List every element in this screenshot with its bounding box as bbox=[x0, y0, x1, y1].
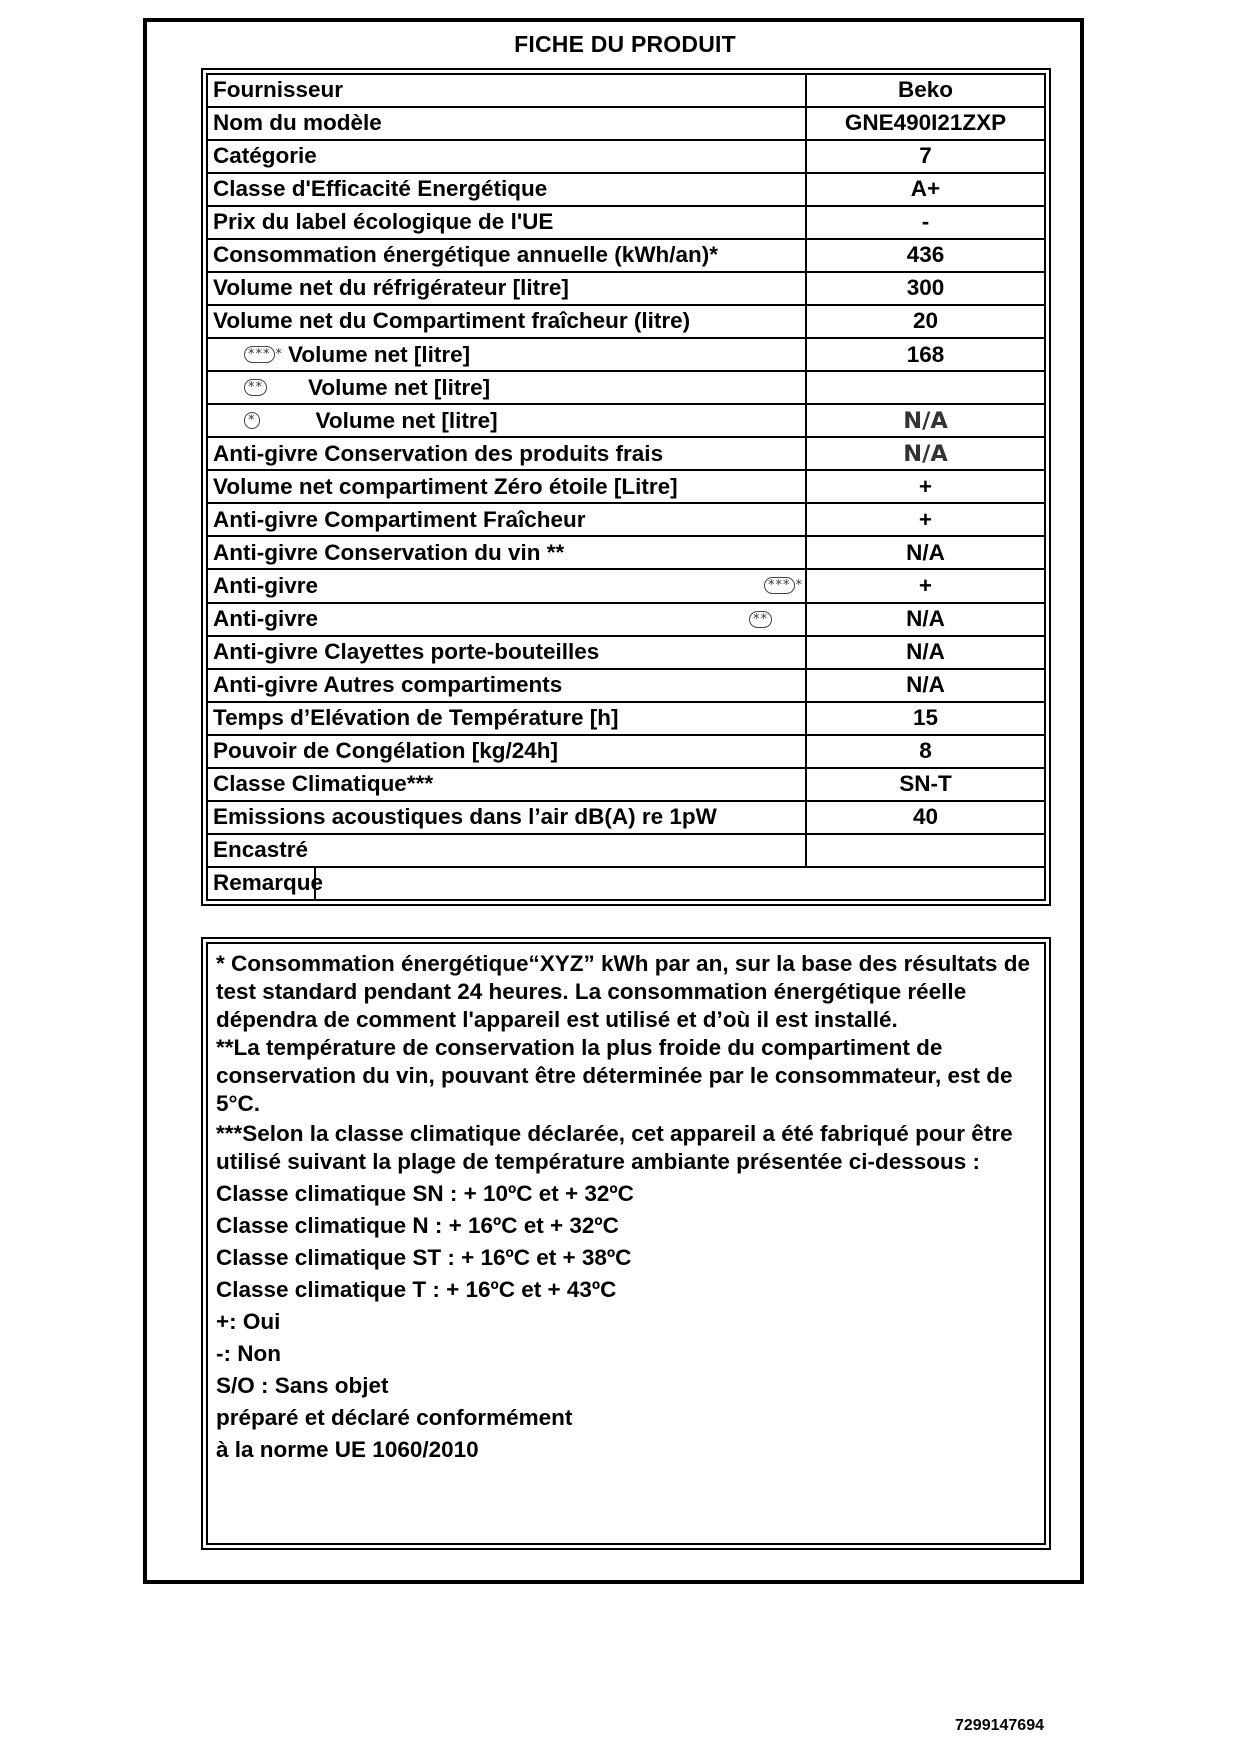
row-value: - bbox=[806, 206, 1045, 239]
climate-class-line: Classe climatique ST : + 16ºC et + 38ºC bbox=[216, 1245, 632, 1270]
climate-class-line: Classe climatique SN : + 10ºC et + 32ºC bbox=[216, 1181, 634, 1206]
remarks-cell bbox=[207, 867, 1045, 900]
row-value: A+ bbox=[806, 173, 1045, 206]
legend-line: à la norme UE 1060/2010 bbox=[216, 1437, 479, 1462]
row-value: 40 bbox=[806, 801, 1045, 834]
row-label: Anti-givre bbox=[213, 605, 319, 631]
row-label: Volume net du réfrigérateur [litre] bbox=[207, 272, 806, 305]
footnote-wine: **La température de conservation la plus froide du compartiment de conservation du vin, pouvant être déterminée par le consommateur, est de 5°C. bbox=[216, 1035, 1013, 1116]
row-label: Volume net [litre] bbox=[288, 341, 471, 367]
spec-table bbox=[206, 73, 1046, 901]
table-row bbox=[207, 702, 1045, 735]
row-label: Emissions acoustiques dans l’air dB(A) re 1pW bbox=[207, 801, 806, 834]
row-label: Catégorie bbox=[207, 140, 806, 173]
table-row bbox=[207, 834, 1045, 867]
row-value: + bbox=[806, 470, 1045, 503]
table-row bbox=[207, 735, 1045, 768]
row-label: Pouvoir de Congélation [kg/24h] bbox=[207, 735, 806, 768]
row-value bbox=[806, 834, 1045, 867]
notes-content bbox=[206, 942, 1046, 1545]
row-value: + bbox=[806, 503, 1045, 536]
table-row bbox=[207, 669, 1045, 702]
row-label: Volume net [litre] bbox=[315, 407, 498, 433]
row-label: Anti-givre bbox=[213, 572, 319, 598]
table-row bbox=[207, 140, 1045, 173]
row-label: Temps d’Elévation de Température [h] bbox=[207, 702, 806, 735]
legend-line: +: Oui bbox=[216, 1309, 281, 1334]
spec-table-box bbox=[201, 68, 1051, 906]
row-label: Volume net [litre] bbox=[308, 374, 491, 400]
row-label-cell bbox=[207, 404, 806, 437]
notes-box bbox=[201, 937, 1051, 1550]
row-value: N/A bbox=[806, 437, 1045, 470]
row-label: Remarque bbox=[213, 870, 324, 896]
table-row bbox=[207, 503, 1045, 536]
row-label: Anti-givre Conservation des produits frais bbox=[207, 437, 806, 470]
table-row bbox=[207, 768, 1045, 801]
two-star-freezer-icon: ** bbox=[244, 379, 267, 396]
row-value: 436 bbox=[806, 239, 1045, 272]
table-row bbox=[207, 371, 1045, 404]
document-code: 7299147694 bbox=[955, 1717, 1044, 1734]
table-row bbox=[207, 239, 1045, 272]
row-label-cell bbox=[207, 371, 806, 404]
table-row bbox=[207, 74, 1045, 107]
legend-line: préparé et déclaré conformément bbox=[216, 1405, 573, 1430]
table-row bbox=[207, 636, 1045, 669]
row-label: Anti-givre Clayettes porte-bouteilles bbox=[207, 636, 806, 669]
table-row bbox=[207, 437, 1045, 470]
row-label: Nom du modèle bbox=[207, 107, 806, 140]
row-value: SN-T bbox=[806, 768, 1045, 801]
row-value: N/A bbox=[806, 636, 1045, 669]
row-value: Beko bbox=[806, 74, 1045, 107]
table-row bbox=[207, 206, 1045, 239]
table-row bbox=[207, 404, 1045, 437]
row-label: Consommation énergétique annuelle (kWh/an)* bbox=[207, 239, 806, 272]
climate-class-line: Classe climatique N : + 16ºC et + 32ºC bbox=[216, 1213, 619, 1238]
four-star-freezer-icon: *** * bbox=[764, 577, 802, 594]
table-row bbox=[207, 603, 1045, 636]
row-label: Classe Climatique*** bbox=[207, 768, 806, 801]
footnote-climate: ***Selon la classe climatique déclarée, cet appareil a été fabriqué pour être utilisé suivant la plage de température ambiante présentée ci-dessous : bbox=[216, 1121, 1013, 1174]
row-value: N/A bbox=[806, 603, 1045, 636]
footnote-energy: * Consommation énergétique“XYZ” kWh par an, sur la base des résultats de test standard pendant 24 heures. La consommation énergétique réelle dépendra de comment l'appareil est utilisé et d’où il est installé. bbox=[216, 951, 1030, 1032]
row-label-cell bbox=[207, 603, 806, 636]
row-value: 20 bbox=[806, 305, 1045, 338]
row-value: + bbox=[806, 569, 1045, 602]
row-label: Volume net du Compartiment fraîcheur (litre) bbox=[207, 305, 806, 338]
row-label: Anti-givre Compartiment Fraîcheur bbox=[207, 503, 806, 536]
row-value: 7 bbox=[806, 140, 1045, 173]
one-star-freezer-icon: * bbox=[244, 412, 260, 429]
row-label: Prix du label écologique de l'UE bbox=[207, 206, 806, 239]
table-row bbox=[207, 338, 1045, 371]
table-row bbox=[207, 801, 1045, 834]
table-row bbox=[207, 569, 1045, 602]
two-star-freezer-icon: ** bbox=[749, 611, 772, 628]
row-value: GNE490I21ZXP bbox=[806, 107, 1045, 140]
row-value: 8 bbox=[806, 735, 1045, 768]
row-value: 300 bbox=[806, 272, 1045, 305]
table-row bbox=[207, 470, 1045, 503]
table-row bbox=[207, 305, 1045, 338]
table-row bbox=[207, 272, 1045, 305]
legend-line: S/O : Sans objet bbox=[216, 1373, 389, 1398]
row-label: Classe d'Efficacité Energétique bbox=[207, 173, 806, 206]
row-value: N/A bbox=[806, 669, 1045, 702]
row-value: 15 bbox=[806, 702, 1045, 735]
row-value bbox=[806, 371, 1045, 404]
table-row bbox=[207, 867, 1045, 900]
row-value: 168 bbox=[806, 338, 1045, 371]
row-value: N/A bbox=[806, 536, 1045, 569]
row-value: N/A bbox=[806, 404, 1045, 437]
table-row bbox=[207, 173, 1045, 206]
row-label: Volume net compartiment Zéro étoile [Litre] bbox=[207, 470, 806, 503]
page-title: FICHE DU PRODUIT bbox=[514, 31, 736, 57]
row-label-cell bbox=[207, 338, 806, 371]
row-label: Fournisseur bbox=[207, 74, 806, 107]
row-label: Anti-givre Conservation du vin ** bbox=[207, 536, 806, 569]
table-row bbox=[207, 107, 1045, 140]
divider bbox=[314, 868, 316, 899]
climate-class-line: Classe climatique T : + 16ºC et + 43ºC bbox=[216, 1277, 617, 1302]
four-star-freezer-icon: *** * bbox=[244, 346, 282, 363]
row-label: Anti-givre Autres compartiments bbox=[207, 669, 806, 702]
row-label: Encastré bbox=[207, 834, 806, 867]
row-label-cell bbox=[207, 569, 806, 602]
legend-line: -: Non bbox=[216, 1341, 281, 1366]
table-row bbox=[207, 536, 1045, 569]
